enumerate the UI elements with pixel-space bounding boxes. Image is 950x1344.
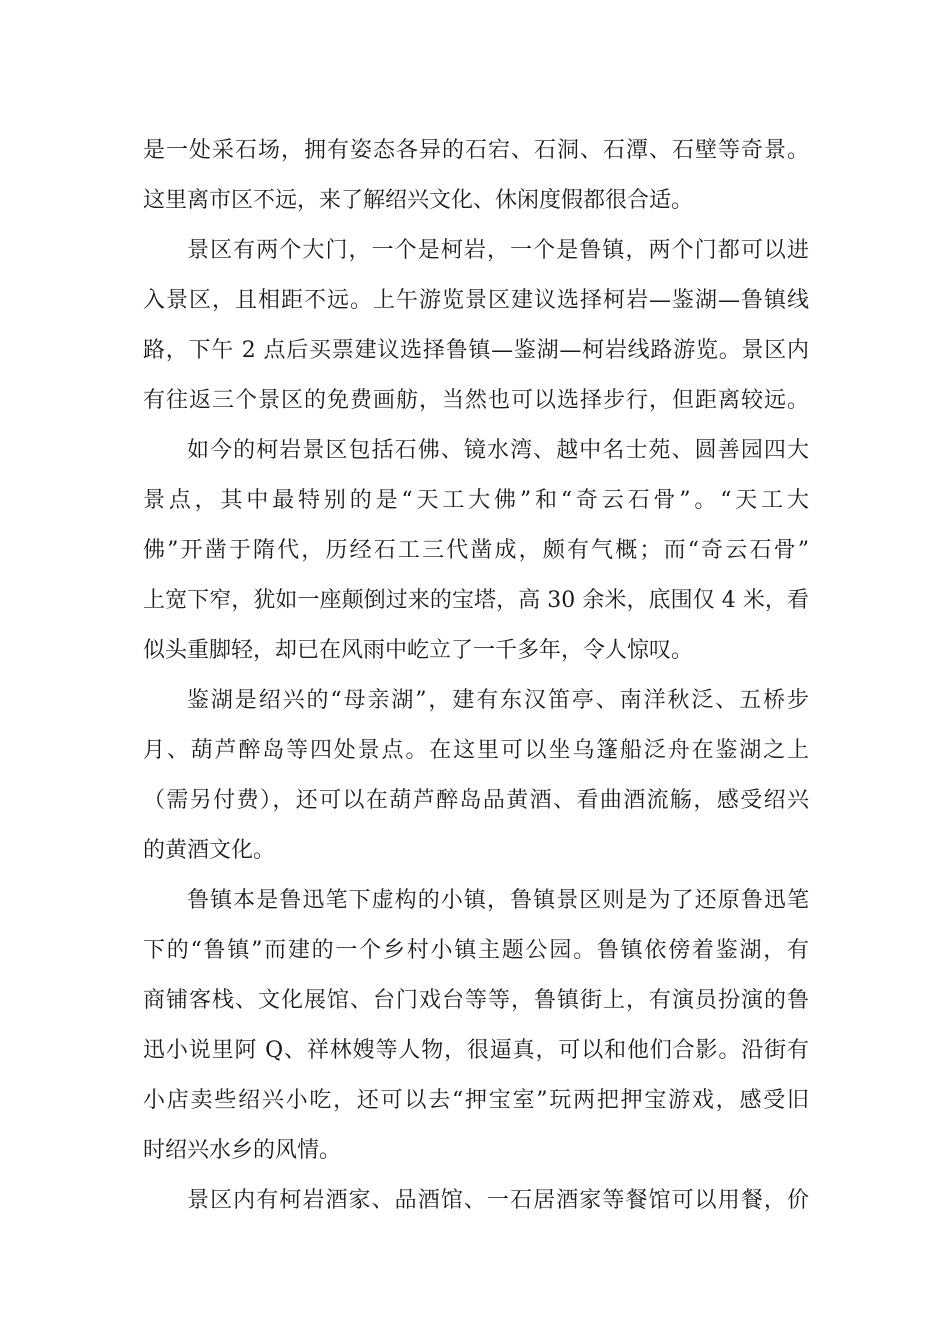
paragraph-first-line: 如今的柯岩景区包括石佛、镜水湾、越中名士苑、圆善园四大 <box>187 438 809 463</box>
paragraph-first-line: 景区有两个大门，一个是柯岩，一个是鲁镇，两个门都可以进 <box>187 238 809 263</box>
text-line: 入景区，且相距不远。上午游览景区建议选择柯岩—鉴湖—鲁镇线 <box>143 288 809 313</box>
text-line: 似头重脚轻，却已在风雨中屹立了一千多年，令人惊叹。 <box>143 638 694 663</box>
paragraph-first-line: 鲁镇本是鲁迅笔下虚构的小镇，鲁镇景区则是为了还原鲁迅笔 <box>187 888 809 913</box>
text-line: （需另付费），还可以在葫芦醉岛品黄酒、看曲酒流觞，感受绍兴 <box>143 788 809 813</box>
article-body <box>143 126 809 1226</box>
text-line: 佛”开凿于隋代，历经石工三代凿成，颇有气概；而“奇云石骨” <box>143 538 809 563</box>
text-line: 小店卖些绍兴小吃，还可以去“押宝室”玩两把押宝游戏，感受旧 <box>143 1088 809 1113</box>
text-line: 月、葫芦醉岛等四处景点。在这里可以坐乌篷船泛舟在鉴湖之上 <box>143 738 809 763</box>
text-line: 的黄酒文化。 <box>143 838 276 863</box>
text-line: 下的“鲁镇”而建的一个乡村小镇主题公园。鲁镇依傍着鉴湖，有 <box>143 938 809 963</box>
text-line: 上宽下窄，犹如一座颠倒过来的宝塔，高 30 余米，底围仅 4 米，看 <box>143 588 809 613</box>
text-line: 商铺客栈、文化展馆、台门戏台等等，鲁镇街上，有演员扮演的鲁 <box>143 988 809 1013</box>
text-line: 时绍兴水乡的风情。 <box>143 1138 342 1163</box>
text-line: 路，下午 2 点后买票建议选择鲁镇—鉴湖—柯岩线路游览。景区内 <box>143 338 809 363</box>
text-line: 迅小说里阿 Q、祥林嫂等人物，很逼真，可以和他们合影。沿街有 <box>143 1038 809 1063</box>
text-line: 景点，其中最特别的是“天工大佛”和“奇云石骨”。“天工大 <box>143 488 809 513</box>
paragraph-first-line: 鉴湖是绍兴的“母亲湖”，建有东汉笛亭、南洋秋泛、五桥步 <box>187 688 809 713</box>
text-line: 是一处采石场，拥有姿态各异的石宕、石洞、石潭、石壁等奇景。 <box>143 138 809 163</box>
text-line: 这里离市区不远，来了解绍兴文化、休闲度假都很合适。 <box>143 188 694 213</box>
text-line: 有往返三个景区的免费画舫，当然也可以选择步行，但距离较远。 <box>143 388 809 413</box>
paragraph-first-line: 景区内有柯岩酒家、品酒馆、一石居酒家等餐馆可以用餐，价 <box>187 1188 809 1213</box>
